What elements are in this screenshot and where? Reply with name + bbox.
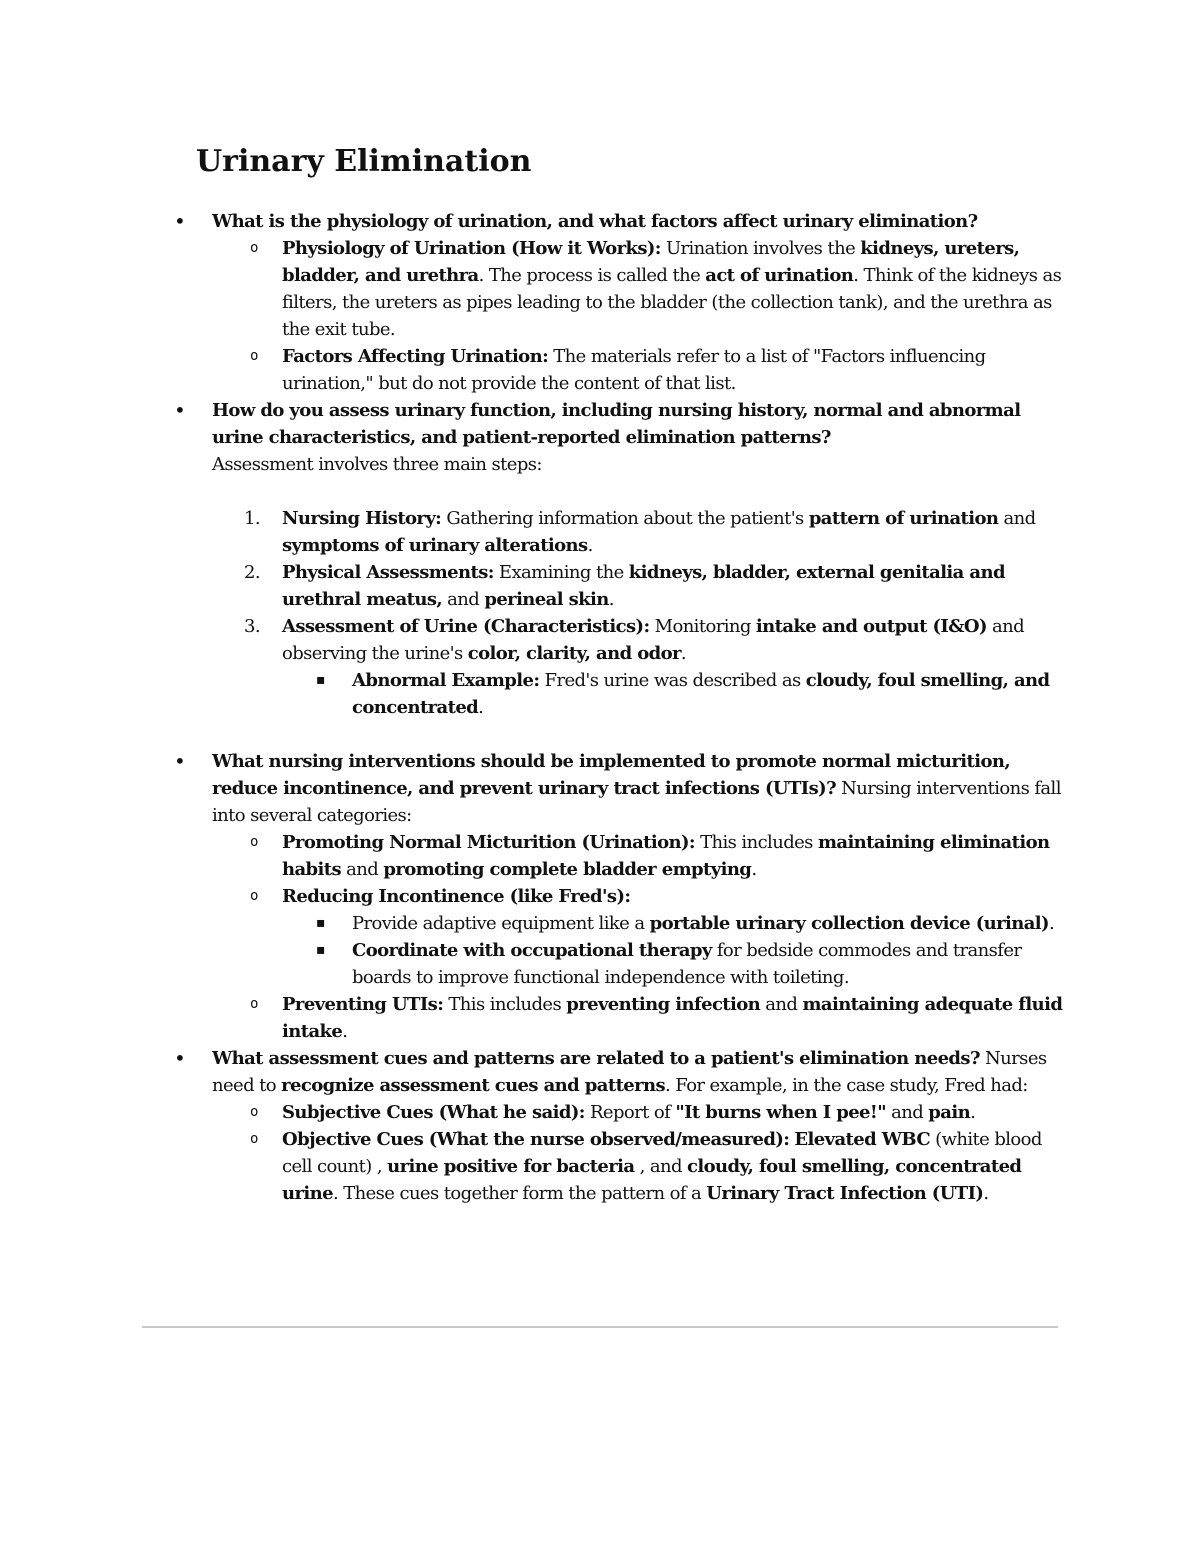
emphasis: Elevated WBC [794, 1129, 931, 1150]
item-text: . [983, 1183, 989, 1204]
emphasis: maintaining adequate fluid intake [282, 994, 1063, 1042]
question-physiology [212, 208, 1072, 235]
question-text: What nursing interventions should be implemented to promote normal micturition, reduce incontinence, and prevent urinary tract infections (UTIs)? [212, 751, 1011, 799]
item-text: and [341, 859, 384, 880]
emphasis: maintaining elimination habits [282, 832, 1050, 880]
emphasis: intake and output (I&O) [755, 616, 987, 637]
emphasis: cloudy, foul smelling, concentrated urine [282, 1156, 1022, 1204]
item-text: . The process is called the [478, 265, 706, 286]
item-text: . [1048, 913, 1055, 934]
item-physiology-of-urination [282, 235, 1072, 343]
item-text: . Think of the kidneys as filters, the ureters as pipes leading to the bladder (the collection tank), and the urethra as the exit tube. [282, 265, 1062, 340]
emphasis: promoting complete bladder emptying [383, 859, 752, 880]
spacer [212, 478, 1072, 505]
emphasis: urine positive for bacteria [387, 1156, 635, 1177]
item-adaptive-equipment [352, 910, 1072, 937]
item-text: for bedside commodes and transfer boards to improve functional independence with toileting. [352, 940, 1022, 988]
emphasis: pattern of urination [808, 508, 999, 529]
item-text: This includes [443, 994, 567, 1015]
emphasis: kidneys, ureters, bladder, and urethra [282, 238, 1020, 286]
item-text: . [587, 535, 593, 556]
item-subjective-cues [282, 1099, 1072, 1126]
item-text: The materials refer to a list of "Factors influencing urination," but do not provide the content of that list. [282, 346, 986, 394]
item-occupational-therapy [352, 937, 1072, 991]
emphasis: Urinary Tract Infection (UTI) [706, 1183, 984, 1204]
list-number: 3. [244, 616, 260, 637]
item-text: and observing the urine's [282, 616, 1025, 664]
item-text: and [442, 589, 485, 610]
question-text: How do you assess urinary function, including nursing history, normal and abnormal urine characteristics, and patient-reported elimination patterns? [212, 400, 1021, 448]
item-text: and [885, 1102, 929, 1123]
step-assessment-of-urine [244, 613, 1072, 667]
question-assessment [212, 397, 1072, 478]
item-text: (white blood cell count) , [282, 1129, 1042, 1177]
item-label: Reducing Incontinence (like Fred's): [282, 886, 631, 907]
question-interventions [212, 748, 1072, 829]
item-text: Provide adaptive equipment like a [352, 913, 650, 934]
step-physical-assessments [244, 559, 1072, 613]
item-text: Urination involves the [660, 238, 861, 259]
item-label: Physiology of Urination (How it Works): [282, 238, 661, 259]
emphasis: "It burns when I pee!" [675, 1102, 886, 1123]
emphasis: preventing infection [566, 994, 761, 1015]
list-number: 2. [244, 562, 260, 583]
question-intro: Nursing interventions fall into several categories: [212, 778, 1061, 826]
item-text: . [478, 697, 484, 718]
item-promoting-normal-micturition [282, 829, 1072, 883]
item-label: Promoting Normal Micturition (Urination): [282, 832, 695, 853]
item-text: , and [634, 1156, 688, 1177]
item-factors-affecting-urination [282, 343, 1072, 397]
item-label: Assessment of Urine (Characteristics): [282, 616, 650, 637]
item-text: . [608, 589, 614, 610]
emphasis: portable urinary collection device (urinal) [649, 913, 1049, 934]
item-text: . [751, 859, 757, 880]
document-body [212, 208, 1072, 1207]
emphasis: symptoms of urinary alterations [282, 535, 588, 556]
emphasis: recognize assessment cues and patterns [281, 1075, 666, 1096]
item-label: Subjective Cues (What he said): [282, 1102, 585, 1123]
spacer [212, 721, 1072, 748]
emphasis: act of urination [705, 265, 854, 286]
item-text: . [342, 1021, 348, 1042]
item-label: Factors Affecting Urination: [282, 346, 549, 367]
item-text: Report of [584, 1102, 676, 1123]
item-label: Objective Cues (What the nurse observed/measured): [282, 1129, 790, 1150]
item-text: . [970, 1102, 976, 1123]
emphasis: color, clarity, and odor [467, 643, 681, 664]
item-text: Fred's urine was described as [539, 670, 806, 691]
emphasis: cloudy, foul smelling, and concentrated [352, 670, 1050, 718]
question-text: What assessment cues and patterns are related to a patient's elimination needs? [212, 1048, 980, 1069]
item-abnormal-example [352, 667, 1072, 721]
item-text: and [998, 508, 1036, 529]
emphasis: perineal skin [484, 589, 609, 610]
item-text: This includes [694, 832, 818, 853]
item-text: . These cues together form the pattern of a [332, 1183, 707, 1204]
item-text: Examining the [493, 562, 629, 583]
item-text: Nurses need to [212, 1048, 1047, 1096]
question-text: What is the physiology of urination, and what factors affect urinary elimination? [212, 211, 978, 232]
item-label: Preventing UTIs: [282, 994, 444, 1015]
emphasis: pain [928, 1102, 971, 1123]
item-text: . For example, in the case study, Fred had: [665, 1075, 1028, 1096]
item-text: . [680, 643, 687, 664]
page-divider [142, 1326, 1058, 1328]
item-text: and [760, 994, 803, 1015]
page-title: Urinary Elimination [196, 144, 532, 179]
question-intro: Assessment involves three main steps: [212, 454, 542, 475]
item-label: Nursing History: [282, 508, 442, 529]
item-text: Gathering information about the patient's [441, 508, 809, 529]
item-objective-cues [282, 1126, 1072, 1207]
question-assessment-cues [212, 1045, 1072, 1099]
item-label: Abnormal Example: [352, 670, 540, 691]
emphasis: kidneys, bladder, external genitalia and urethral meatus, [282, 562, 1005, 610]
list-number: 1. [244, 508, 260, 529]
step-nursing-history [244, 505, 1072, 559]
item-reducing-incontinence [282, 883, 1072, 910]
item-preventing-utis [282, 991, 1072, 1045]
item-text: Monitoring [649, 616, 756, 637]
emphasis: Coordinate with occupational therapy [352, 940, 712, 961]
item-label: Physical Assessments: [282, 562, 494, 583]
